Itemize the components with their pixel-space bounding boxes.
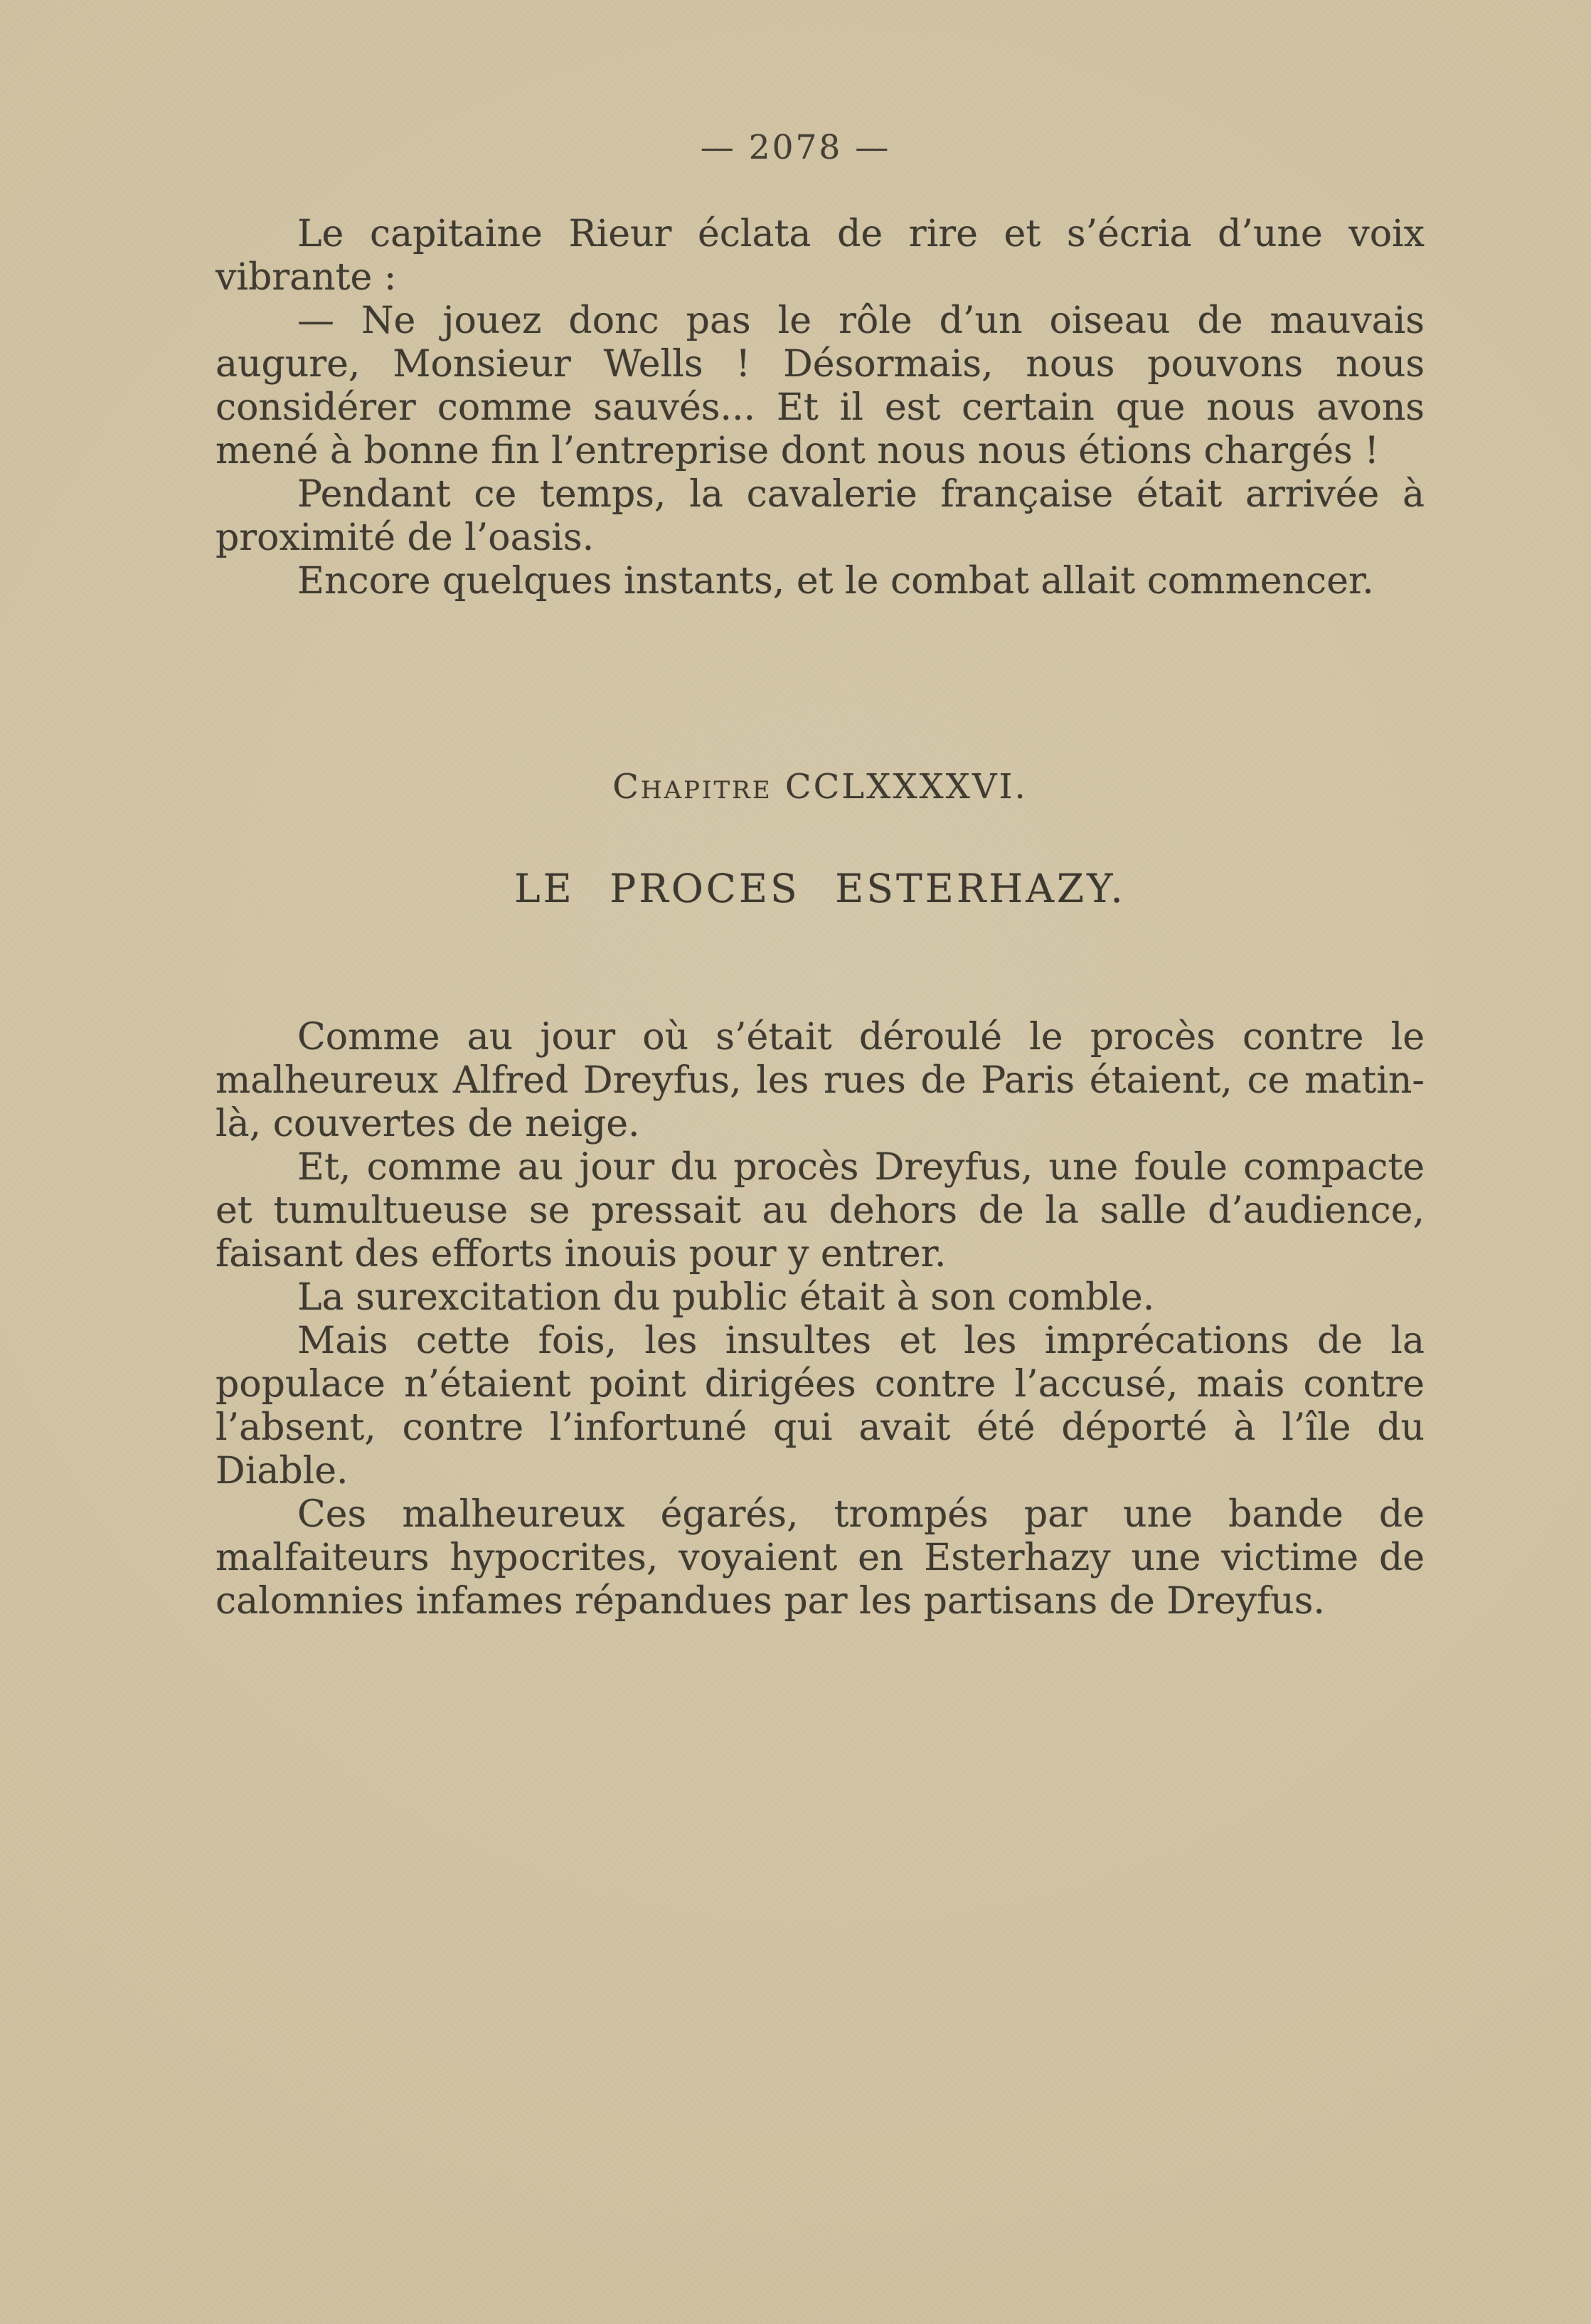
paragraph: Comme au jour où s’était déroulé le procès contre le malheureux Alfred Dreyfus, les rues de Paris étaient, ce matin-là, couvertes de neige.	[215, 1016, 1425, 1145]
paragraph: Ces malheureux égarés, trompés par une bande de malfaiteurs hypocrites, voyaient en Esterhazy une victime de calomnies infames répandues par les partisans de Dreyfus.	[215, 1493, 1425, 1623]
paragraph: Et, comme au jour du procès Dreyfus, une foule compacte et tumultueuse se pressait au dehors de la salle d’audience, faisant des efforts inouis pour y entrer.	[215, 1146, 1425, 1275]
chapter-block	[215, 765, 1425, 911]
chapter-title: LE PROCES ESTERHAZY.	[514, 866, 1126, 911]
paragraph: Le capitaine Rieur éclata de rire et s’écria d’une voix vibrante :	[215, 213, 1425, 299]
page-number: — 2078 —	[700, 128, 891, 167]
paragraph: Pendant ce temps, la cavalerie française était arrivée à proximité de l’oasis.	[215, 473, 1425, 559]
text-block	[215, 213, 1425, 1623]
paragraph: Encore quelques instants, et le combat allait commencer.	[297, 560, 1374, 603]
chapter-heading: Chapitre CCLXXXXVI.	[612, 767, 1028, 807]
paragraph: — Ne jouez donc pas le rôle d’un oiseau de mauvais augure, Monsieur Wells ! Désormais, nous pouvons nous considérer comme sauvés... Et il est certain que nous avons mené à bonne fin l’entreprise dont nous nous étions chargés !	[215, 299, 1425, 472]
paragraph: Mais cette fois, les insultes et les imprécations de la populace n’étaient point dirigées contre l’accusé, mais contre l’absent, contre l’infortuné qui avait été déporté à l’île du Diable.	[215, 1320, 1425, 1492]
paragraph: La surexcitation du public était à son comble.	[297, 1276, 1155, 1319]
